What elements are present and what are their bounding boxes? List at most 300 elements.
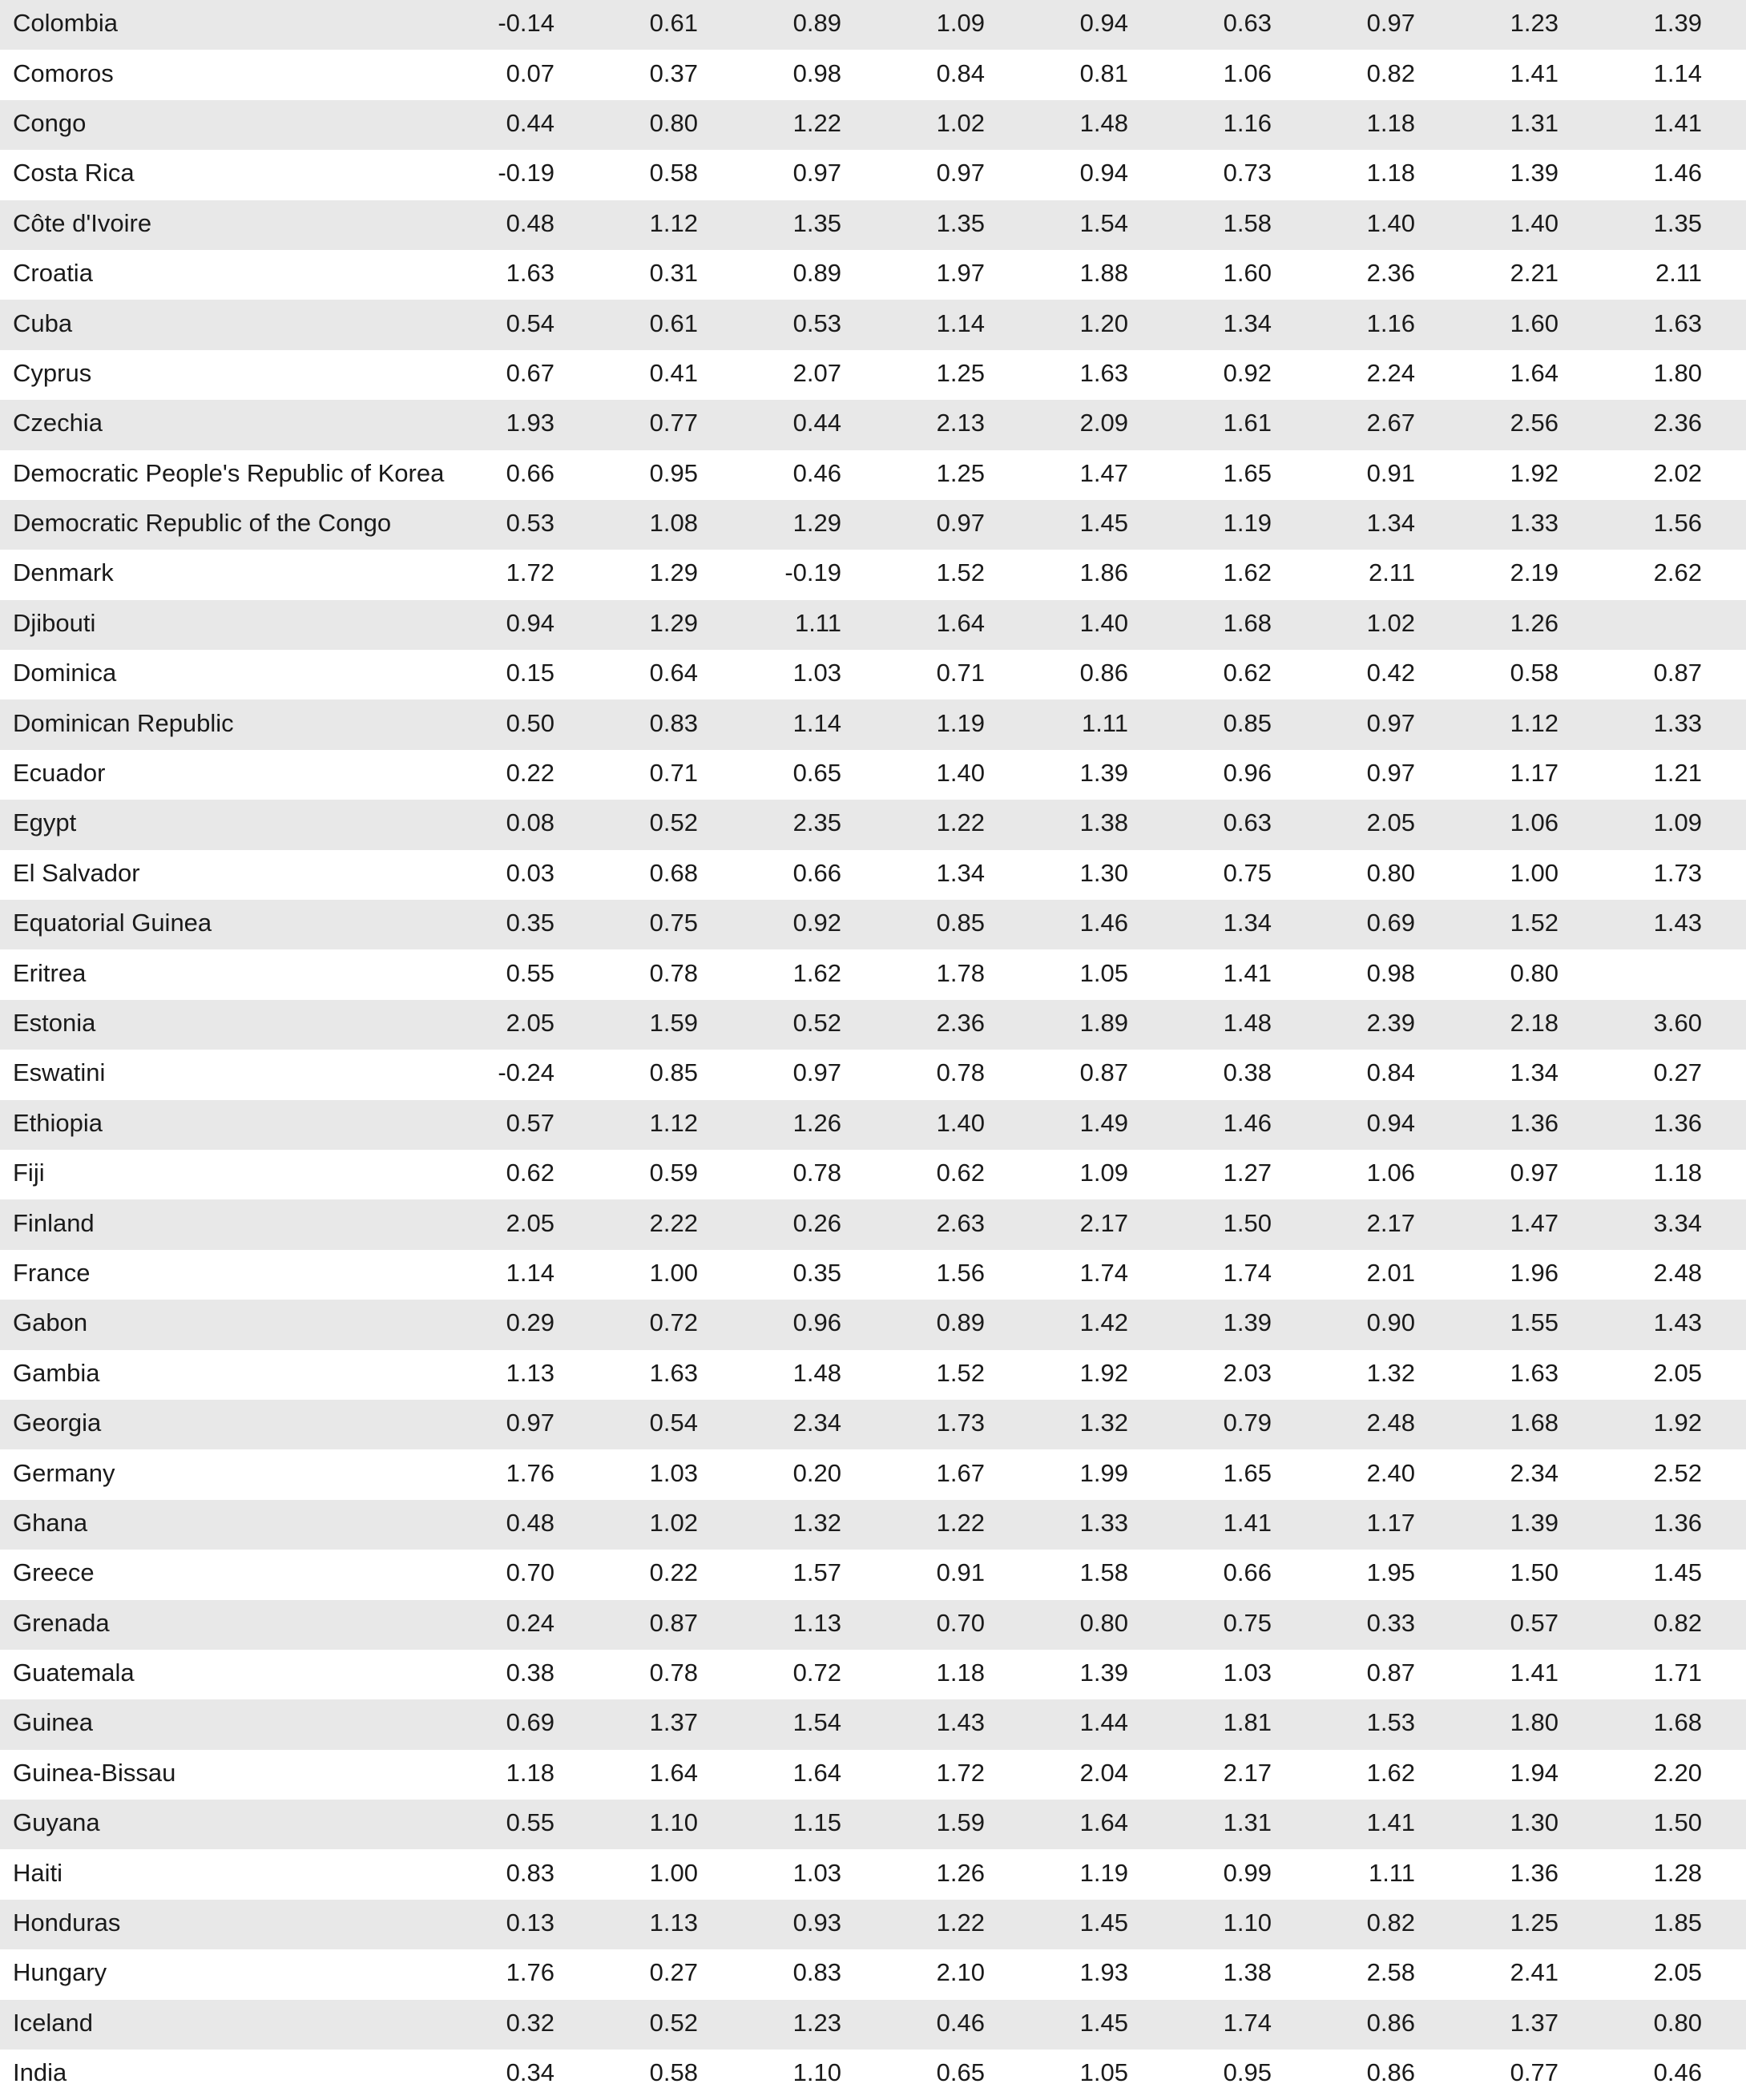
value-cell: 1.93: [506, 409, 554, 437]
country-name: Cyprus: [13, 358, 92, 387]
value-cell: 0.83: [792, 1958, 841, 1987]
country-name: Hungary: [13, 1958, 107, 1987]
value-cell: 0.85: [1223, 708, 1272, 737]
value-cell: 1.60: [1223, 259, 1272, 288]
value-cell: 1.57: [792, 1558, 841, 1587]
country-name: India: [13, 2058, 67, 2087]
table-row: [0, 600, 1746, 650]
value-cell: 1.96: [1510, 1258, 1558, 1287]
value-cell: 0.64: [649, 659, 698, 687]
value-cell: 1.32: [792, 1508, 841, 1537]
value-cell: 0.08: [506, 808, 554, 837]
value-cell: 1.26: [792, 1108, 841, 1137]
value-cell: 0.34: [506, 2058, 554, 2087]
value-cell: 0.84: [1366, 1058, 1415, 1087]
value-cell: 1.56: [936, 1258, 985, 1287]
value-cell: 1.19: [1223, 509, 1272, 538]
value-cell: 0.85: [649, 1058, 698, 1087]
value-cell: 1.39: [1653, 9, 1702, 38]
table-row: [0, 1150, 1746, 1199]
value-cell: 0.57: [1510, 1608, 1558, 1637]
country-name: Gabon: [13, 1308, 88, 1337]
value-cell: 2.67: [1366, 409, 1415, 437]
value-cell: 0.13: [506, 1909, 554, 1937]
value-cell: 0.27: [649, 1958, 698, 1987]
value-cell: 0.31: [649, 259, 698, 288]
value-cell: 2.24: [1366, 358, 1415, 387]
value-cell: 1.11: [1081, 708, 1128, 737]
value-cell: 0.94: [1079, 9, 1128, 38]
table-row: [0, 0, 1746, 50]
value-cell: 1.89: [1079, 1009, 1128, 1037]
value-cell: 0.98: [792, 58, 841, 87]
value-cell: 0.82: [1366, 58, 1415, 87]
value-cell: 1.43: [1653, 909, 1702, 937]
value-cell: 1.03: [792, 659, 841, 687]
value-cell: 1.99: [1079, 1458, 1128, 1487]
value-cell: 1.02: [936, 108, 985, 137]
value-cell: 1.46: [1653, 159, 1702, 187]
value-cell: 0.92: [792, 909, 841, 937]
value-cell: 1.37: [649, 1708, 698, 1737]
value-cell: 0.99: [1223, 1858, 1272, 1887]
value-cell: 2.01: [1366, 1258, 1415, 1287]
value-cell: 2.02: [1653, 458, 1702, 487]
value-cell: 0.57: [506, 1108, 554, 1137]
value-cell: 1.65: [1223, 1458, 1272, 1487]
table-row: [0, 1350, 1746, 1400]
value-cell: 1.62: [1223, 558, 1272, 587]
value-cell: 1.68: [1223, 608, 1272, 637]
value-cell: 2.17: [1223, 1758, 1272, 1787]
value-cell: 0.97: [936, 509, 985, 538]
value-cell: 1.95: [1366, 1558, 1415, 1587]
value-cell: 0.97: [936, 159, 985, 187]
value-cell: 1.41: [1510, 58, 1558, 87]
value-cell: 0.75: [649, 909, 698, 937]
value-cell: 0.80: [1079, 1608, 1128, 1637]
value-cell: 2.40: [1366, 1458, 1415, 1487]
value-cell: 1.63: [1510, 1358, 1558, 1387]
value-cell: 0.97: [1366, 9, 1415, 38]
value-cell: 1.34: [1510, 1058, 1558, 1087]
country-name: Eritrea: [13, 958, 87, 987]
value-cell: 1.14: [506, 1258, 554, 1287]
value-cell: 0.26: [792, 1208, 841, 1237]
value-cell: 0.66: [792, 858, 841, 887]
value-cell: 0.75: [1223, 1608, 1272, 1637]
table-row: [0, 1500, 1746, 1550]
value-cell: 1.12: [1510, 708, 1558, 737]
value-cell: 0.81: [1079, 58, 1128, 87]
value-cell: 1.43: [936, 1708, 985, 1737]
value-cell: 0.69: [1366, 909, 1415, 937]
table-row: [0, 1050, 1746, 1099]
value-cell: 1.15: [792, 1808, 841, 1837]
value-cell: 0.69: [506, 1708, 554, 1737]
value-cell: 0.82: [1653, 1608, 1702, 1637]
country-name: El Salvador: [13, 858, 140, 887]
value-cell: 0.65: [936, 2058, 985, 2087]
value-cell: 0.54: [649, 1409, 698, 1437]
value-cell: 1.62: [1366, 1758, 1415, 1787]
country-name: Czechia: [13, 409, 103, 437]
value-cell: 1.09: [1653, 808, 1702, 837]
value-cell: 1.54: [792, 1708, 841, 1737]
value-cell: 0.87: [1653, 659, 1702, 687]
table-row: [0, 200, 1746, 250]
value-cell: 1.45: [1079, 509, 1128, 538]
value-cell: 1.38: [1223, 1958, 1272, 1987]
value-cell: 1.33: [1079, 1508, 1128, 1537]
value-cell: 0.98: [1366, 958, 1415, 987]
value-cell: 1.97: [936, 259, 985, 288]
value-cell: 0.90: [1366, 1308, 1415, 1337]
value-cell: 1.08: [649, 509, 698, 538]
value-cell: 1.09: [1079, 1159, 1128, 1187]
value-cell: 0.03: [506, 858, 554, 887]
value-cell: 0.79: [1223, 1409, 1272, 1437]
table-row: [0, 1300, 1746, 1349]
value-cell: 1.74: [1223, 1258, 1272, 1287]
country-name: Guinea-Bissau: [13, 1758, 176, 1787]
table-row: [0, 750, 1746, 800]
value-cell: 0.68: [649, 858, 698, 887]
value-cell: 0.89: [936, 1308, 985, 1337]
value-cell: 2.58: [1366, 1958, 1415, 1987]
value-cell: 1.63: [1653, 308, 1702, 337]
table-row: [0, 1000, 1746, 1050]
country-name: Germany: [13, 1458, 115, 1487]
value-cell: 0.87: [649, 1608, 698, 1637]
value-cell: 1.92: [1653, 1409, 1702, 1437]
value-cell: 0.87: [1366, 1659, 1415, 1687]
value-cell: 1.34: [1223, 909, 1272, 937]
value-cell: 1.40: [936, 759, 985, 788]
value-cell: 1.34: [936, 858, 985, 887]
value-cell: 1.11: [1368, 1858, 1415, 1887]
value-cell: 0.55: [506, 958, 554, 987]
table-row: [0, 100, 1746, 150]
value-cell: 1.34: [1366, 509, 1415, 538]
country-name: Honduras: [13, 1909, 121, 1937]
value-cell: 1.05: [1079, 2058, 1128, 2087]
value-cell: [1558, 973, 1702, 977]
value-cell: 1.27: [1223, 1159, 1272, 1187]
value-cell: 2.05: [506, 1208, 554, 1237]
value-cell: 0.94: [1079, 159, 1128, 187]
value-cell: 2.04: [1079, 1758, 1128, 1787]
value-cell: 0.80: [649, 108, 698, 137]
value-cell: 1.25: [1510, 1909, 1558, 1937]
value-cell: 0.96: [792, 1308, 841, 1337]
value-cell: 0.97: [792, 159, 841, 187]
value-cell: 1.92: [1510, 458, 1558, 487]
value-cell: 1.00: [649, 1258, 698, 1287]
value-cell: 1.28: [1653, 1858, 1702, 1887]
value-cell: 1.13: [649, 1909, 698, 1937]
value-cell: 0.95: [1223, 2058, 1272, 2087]
value-cell: 1.41: [1366, 1808, 1415, 1837]
table-row: [0, 300, 1746, 349]
value-cell: 1.14: [936, 308, 985, 337]
value-cell: 2.17: [1366, 1208, 1415, 1237]
value-cell: 1.29: [792, 509, 841, 538]
value-cell: 0.61: [649, 9, 698, 38]
value-cell: 1.18: [506, 1758, 554, 1787]
value-cell: 1.35: [1653, 208, 1702, 237]
table-row: [0, 2050, 1746, 2099]
value-cell: 0.86: [1079, 659, 1128, 687]
value-cell: 0.20: [792, 1458, 841, 1487]
country-name: Comoros: [13, 58, 114, 87]
value-cell: 0.86: [1366, 2008, 1415, 2037]
table-row: [0, 1550, 1746, 1599]
value-cell: -0.19: [498, 159, 554, 187]
table-row: [0, 50, 1746, 99]
value-cell: 0.22: [649, 1558, 698, 1587]
value-cell: 1.39: [1079, 1659, 1128, 1687]
value-cell: 0.89: [792, 9, 841, 38]
value-cell: 1.74: [1223, 2008, 1272, 2037]
value-cell: 1.31: [1510, 108, 1558, 137]
value-cell: 2.36: [936, 1009, 985, 1037]
value-cell: 1.35: [792, 208, 841, 237]
value-cell: 0.92: [1223, 358, 1272, 387]
value-cell: 0.62: [1223, 659, 1272, 687]
table-row: [0, 1650, 1746, 1699]
value-cell: 1.92: [1079, 1358, 1128, 1387]
value-cell: 1.55: [1510, 1308, 1558, 1337]
value-cell: 1.64: [936, 608, 985, 637]
table-row: [0, 949, 1746, 999]
value-cell: 0.22: [506, 759, 554, 788]
value-cell: 1.30: [1079, 858, 1128, 887]
value-cell: 1.14: [1653, 58, 1702, 87]
value-cell: -0.24: [498, 1058, 554, 1087]
value-cell: 0.78: [649, 958, 698, 987]
value-cell: 1.46: [1079, 909, 1128, 937]
table-row: [0, 1900, 1746, 1949]
value-cell: 1.76: [506, 1458, 554, 1487]
value-cell: 0.72: [649, 1308, 698, 1337]
value-cell: 0.52: [649, 808, 698, 837]
value-cell: 1.39: [1510, 1508, 1558, 1537]
value-cell: 0.91: [1366, 458, 1415, 487]
value-cell: 0.42: [1366, 659, 1415, 687]
table-row: [0, 699, 1746, 749]
country-name: Denmark: [13, 558, 114, 587]
value-cell: 0.29: [506, 1308, 554, 1337]
value-cell: 0.53: [506, 509, 554, 538]
value-cell: 1.64: [1510, 358, 1558, 387]
value-cell: 1.33: [1653, 708, 1702, 737]
country-name: Ethiopia: [13, 1108, 103, 1137]
value-cell: 0.91: [936, 1558, 985, 1587]
value-cell: 0.59: [649, 1159, 698, 1187]
table-row: [0, 1100, 1746, 1150]
table-row: [0, 1199, 1746, 1249]
country-name: Eswatini: [13, 1058, 106, 1087]
value-cell: 0.63: [1223, 9, 1272, 38]
country-name: Iceland: [13, 2008, 93, 2037]
value-cell: 0.58: [649, 159, 698, 187]
value-cell: 2.36: [1653, 409, 1702, 437]
value-cell: 0.97: [1366, 759, 1415, 788]
value-cell: 0.86: [1366, 2058, 1415, 2087]
country-name: Colombia: [13, 9, 118, 38]
value-cell: 0.61: [649, 308, 698, 337]
value-cell: 2.17: [1079, 1208, 1128, 1237]
value-cell: 2.03: [1223, 1358, 1272, 1387]
value-cell: 1.10: [792, 2058, 841, 2087]
value-cell: 1.03: [792, 1858, 841, 1887]
value-cell: 2.39: [1366, 1009, 1415, 1037]
value-cell: 1.41: [1223, 958, 1272, 987]
country-name: Guinea: [13, 1708, 93, 1737]
value-cell: 1.39: [1079, 759, 1128, 788]
value-cell: 0.97: [1510, 1159, 1558, 1187]
value-cell: 1.59: [649, 1009, 698, 1037]
table-row: [0, 850, 1746, 900]
table-row: [0, 150, 1746, 200]
value-cell: 0.97: [1366, 708, 1415, 737]
value-cell: 1.88: [1079, 259, 1128, 288]
table-row: [0, 800, 1746, 849]
value-cell: 1.36: [1510, 1108, 1558, 1137]
country-name: Dominica: [13, 659, 117, 687]
value-cell: 1.17: [1366, 1508, 1415, 1537]
value-cell: 0.82: [1366, 1909, 1415, 1937]
country-name: Egypt: [13, 808, 77, 837]
value-cell: 1.48: [1223, 1009, 1272, 1037]
value-cell: 0.80: [1653, 2008, 1702, 2037]
value-cell: 1.94: [1510, 1758, 1558, 1787]
value-cell: 0.70: [936, 1608, 985, 1637]
value-cell: 1.73: [936, 1409, 985, 1437]
value-cell: 0.75: [1223, 858, 1272, 887]
value-cell: 2.41: [1510, 1958, 1558, 1987]
value-cell: 2.10: [936, 1958, 985, 1987]
country-name: Democratic People's Republic of Korea: [13, 458, 445, 487]
value-cell: 1.02: [1366, 608, 1415, 637]
value-cell: 1.36: [1653, 1508, 1702, 1537]
value-cell: 1.68: [1653, 1708, 1702, 1737]
value-cell: 1.17: [1510, 759, 1558, 788]
value-cell: 1.42: [1079, 1308, 1128, 1337]
value-cell: 0.65: [792, 759, 841, 788]
value-cell: 2.21: [1510, 259, 1558, 288]
value-cell: 2.34: [1510, 1458, 1558, 1487]
table-row: [0, 1600, 1746, 1650]
value-cell: 0.87: [1079, 1058, 1128, 1087]
country-name: Equatorial Guinea: [13, 909, 212, 937]
country-name: Guatemala: [13, 1659, 135, 1687]
value-cell: 1.48: [792, 1358, 841, 1387]
value-cell: 1.25: [936, 358, 985, 387]
value-cell: 2.11: [1655, 259, 1702, 288]
value-cell: 1.43: [1653, 1308, 1702, 1337]
value-cell: 0.55: [506, 1808, 554, 1837]
table-row: [0, 500, 1746, 550]
value-cell: 1.40: [1510, 208, 1558, 237]
value-cell: 1.12: [649, 1108, 698, 1137]
value-cell: 0.71: [649, 759, 698, 788]
value-cell: 2.22: [649, 1208, 698, 1237]
value-cell: 0.50: [506, 708, 554, 737]
value-cell: 1.68: [1510, 1409, 1558, 1437]
value-cell: 1.81: [1223, 1708, 1272, 1737]
value-cell: 0.83: [649, 708, 698, 737]
value-cell: 2.18: [1510, 1009, 1558, 1037]
value-cell: 1.64: [649, 1758, 698, 1787]
value-cell: 1.76: [506, 1958, 554, 1987]
value-cell: 0.96: [1223, 759, 1272, 788]
value-cell: 1.63: [1079, 358, 1128, 387]
value-cell: 2.05: [506, 1009, 554, 1037]
value-cell: 1.64: [792, 1758, 841, 1787]
value-cell: 0.66: [1223, 1558, 1272, 1587]
value-cell: 1.86: [1079, 558, 1128, 587]
value-cell: 1.50: [1653, 1808, 1702, 1837]
value-cell: 1.13: [506, 1358, 554, 1387]
value-cell: 0.52: [792, 1009, 841, 1037]
value-cell: 2.35: [792, 808, 841, 837]
value-cell: 1.14: [792, 708, 841, 737]
value-cell: 1.65: [1223, 458, 1272, 487]
value-cell: 1.52: [936, 1358, 985, 1387]
value-cell: 0.41: [649, 358, 698, 387]
value-cell: 1.06: [1366, 1159, 1415, 1187]
value-cell: 1.63: [649, 1358, 698, 1387]
value-cell: 2.48: [1366, 1409, 1415, 1437]
value-cell: 1.30: [1510, 1808, 1558, 1837]
value-cell: 1.36: [1653, 1108, 1702, 1137]
value-cell: 1.53: [1366, 1708, 1415, 1737]
value-cell: 1.00: [1510, 858, 1558, 887]
value-cell: 1.47: [1510, 1208, 1558, 1237]
country-name: Côte d'Ivoire: [13, 208, 152, 237]
value-cell: 1.50: [1510, 1558, 1558, 1587]
value-cell: 3.34: [1653, 1208, 1702, 1237]
value-cell: 1.46: [1223, 1108, 1272, 1137]
value-cell: 1.22: [936, 1508, 985, 1537]
table-row: [0, 350, 1746, 400]
value-cell: 1.39: [1510, 159, 1558, 187]
value-cell: 1.09: [936, 9, 985, 38]
value-cell: 0.83: [506, 1858, 554, 1887]
value-cell: 0.95: [649, 458, 698, 487]
value-cell: 0.78: [792, 1159, 841, 1187]
value-cell: 0.77: [1510, 2058, 1558, 2087]
value-cell: 1.29: [649, 558, 698, 587]
country-name: Ecuador: [13, 759, 106, 788]
country-name: Croatia: [13, 259, 93, 288]
country-name: Cuba: [13, 308, 73, 337]
value-cell: 1.50: [1223, 1208, 1272, 1237]
value-cell: 2.11: [1368, 558, 1415, 587]
value-cell: 1.16: [1223, 108, 1272, 137]
value-cell: 2.05: [1653, 1958, 1702, 1987]
value-cell: 1.58: [1223, 208, 1272, 237]
table-row: [0, 1800, 1746, 1849]
value-cell: 1.40: [936, 1108, 985, 1137]
value-cell: 1.12: [649, 208, 698, 237]
value-cell: 0.62: [936, 1159, 985, 1187]
value-cell: 1.26: [936, 1858, 985, 1887]
value-cell: 0.58: [649, 2058, 698, 2087]
value-cell: 0.35: [792, 1258, 841, 1287]
